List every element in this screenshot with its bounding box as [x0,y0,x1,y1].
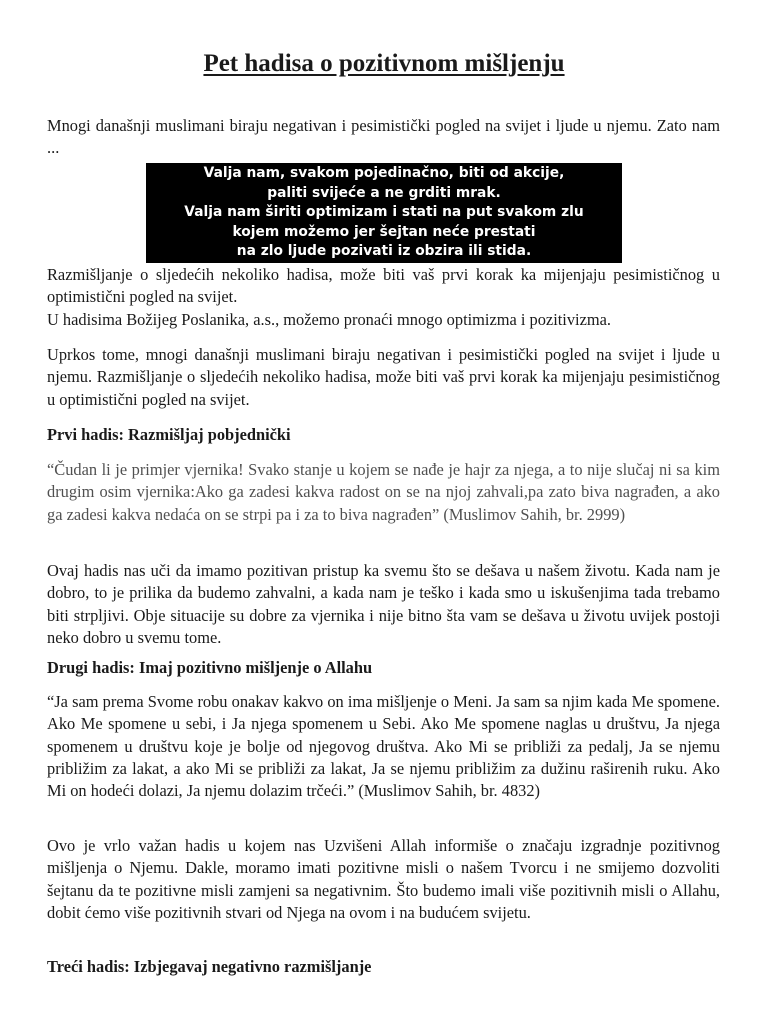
hadith2-comment: Ovo je vrlo važan hadis u kojem nas Uzvišeni Allah informiše o značaju izgradnje pozitivnog mišljenja o Njemu. Dakle, moramo imati pozitivne misli o našem Tvorcu i ne smijemo dozvoliti šejtanu da te pozitivne misli zamjeni sa negativnim. Što budemo imali više pozitivnih misli o Allahu, dobit ćemo više pozitivnih stvari od Njega na ovom i na budućem svijetu. [47,836,720,922]
paragraph-hadith-optimism: U hadisima Božijeg Poslanika, a.s., možemo pronaći mnogo optimizma i pozitivizma. [47,310,611,329]
banner-line: paliti svijeće a ne grditi mrak. [267,184,501,201]
hadith1-comment: Ovaj hadis nas uči da imamo pozitivan pristup ka svemu što se dešava u našem životu. Kada nam je dobro, to je prilika da budemo zahvalni, a kada nam je teško i kada smo u iskušenjima tada trebamo biti strpljivi. Obje situacije su dobre za vjernika i nije bitno šta vam se dešava u životu uvijek postoji neko dobro u svemu tome. [47,561,720,647]
hadith3-heading: Treći hadis: Izbjegavaj negativno razmišljanje [47,957,372,976]
paragraph-reflection: Razmišljanje o sljedećih nekoliko hadisa, može biti vaš prvi korak ka mijenjaju pesimističnog u optimistični pogled na svijet. [47,265,720,307]
banner-line: Valja nam, svakom pojedinačno, biti od akcije, [203,165,565,181]
intro-paragraph: Mnogi današnji muslimani biraju negativan i pesimistički pogled na svijet i ljude u njemu. Zato nam ... [47,116,720,158]
hadith2-heading: Drugi hadis: Imaj pozitivno mišljenje o Allahu [47,658,373,677]
banner-line: na zlo ljude pozivati iz obzira ili stida. [236,243,532,260]
hadith1-heading: Prvi hadis: Razmišljaj pobjednički [47,425,291,444]
document-title: Pet hadisa o pozitivnom mišljenju [203,50,565,77]
hadith2-quote: “Ja sam prema Svome robu onakav kakvo on ima mišljenje o Meni. Ja sam sa njim kada Me spomene. Ako Me spomene u sebi, i Ja njega spomenem u Sebi. Ako Me spomene naglas u društvu, Ja njega spomenem u društvu koje je bolje od njegovog društva. Ako Mi se približi za pedalj, Ja se njemu približim za lakat, a ako Mi se približi za lakat, Ja se njemu približim za dužinu raširenih ruku. Ako Mi on hodeći dolazi, Ja njemu dolazim trčeći.” (Muslimov Sahih, br. 4832) [47,692,720,801]
quote-banner-image [146,163,622,263]
banner-line: Valja nam širiti optimizam i stati na put svakom zlu [184,204,584,221]
paragraph-despite: Uprkos tome, mnogi današnji muslimani biraju negativan i pesimistički pogled na svijet i ljude u njemu. Razmišljanje o sljedećih nekoliko hadisa, može biti vaš prvi korak ka mijenjaju pesimističnog u optimistični pogled na svijet. [47,345,720,409]
hadith1-quote: “Čudan li je primjer vjernika! Svako stanje u kojem se nađe je hajr za njega, a to nije slučaj ni sa kim drugim osim vjernika:Ako ga zadesi kakva radost on se na njoj zahvali,pa zato biva nagrađen, a ako ga zadesi kakva nedaća on se strpi pa i za to biva nagrađen” (Muslimov Sahih, br. 2999) [47,460,720,524]
banner-line: kojem možemo jer šejtan neće prestati [232,223,536,240]
